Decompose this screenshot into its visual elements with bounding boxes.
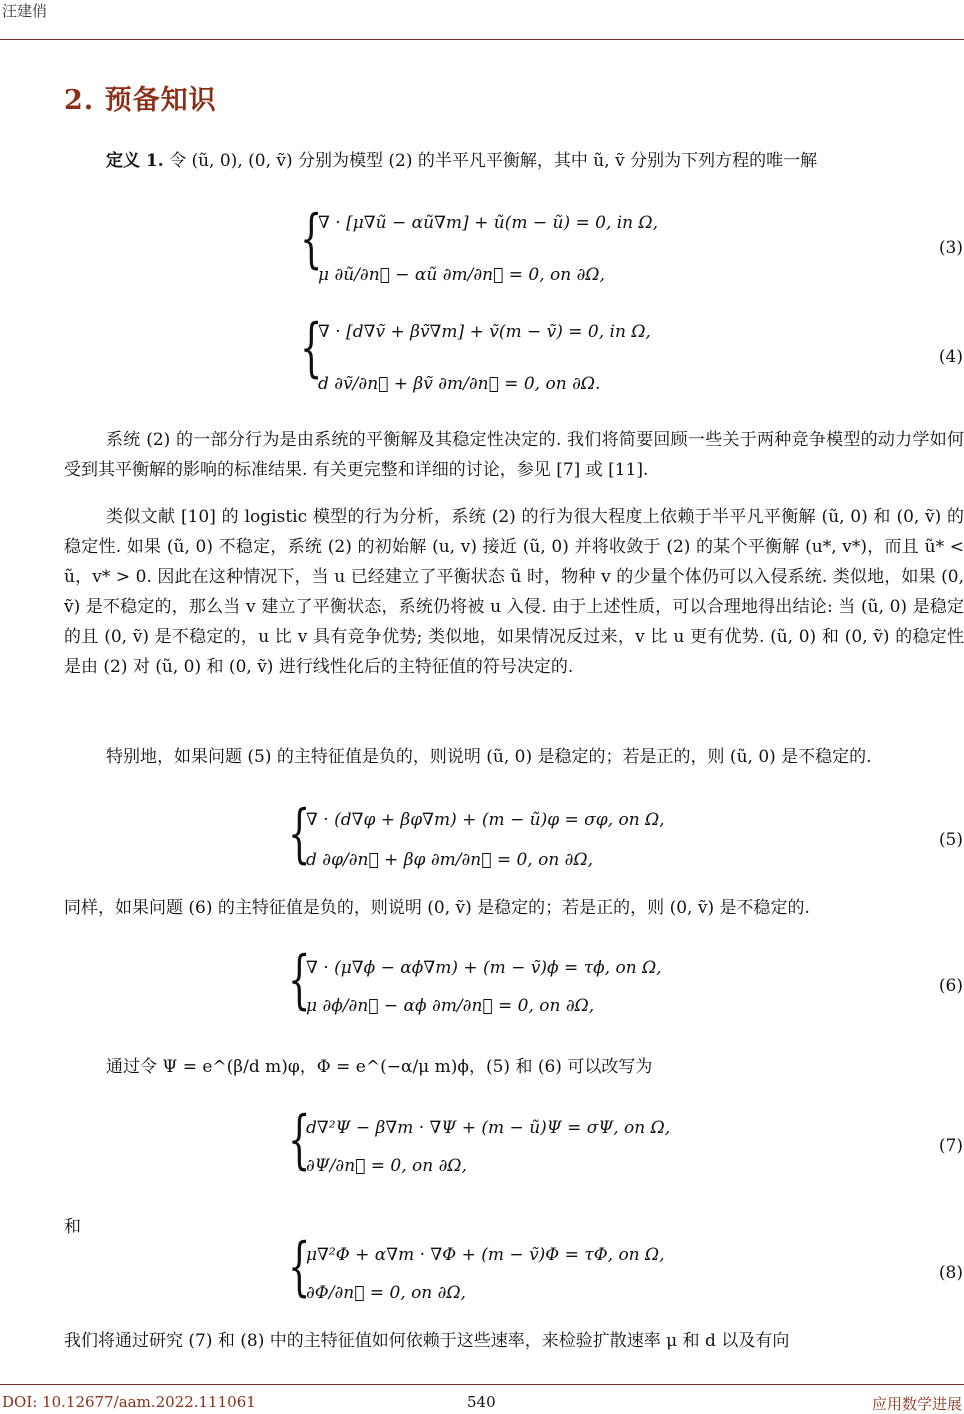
equation-8 bbox=[288, 1230, 964, 1317]
paragraph-7: 我们将通过研究 (7) 和 (8) 中的主特征值如何依赖于这些速率，来检验扩散速率 μ 和 d 以及有向 bbox=[64, 1331, 790, 1351]
page-number: 540 bbox=[467, 1393, 496, 1411]
equation-7 bbox=[288, 1103, 964, 1190]
footer-doi: DOI: 10.12677/aam.2022.111061 bbox=[2, 1393, 256, 1411]
equation-5 bbox=[288, 797, 964, 884]
equation-brace: { bbox=[288, 1103, 311, 1177]
paragraph-2: 类似文献 [10] 的 logistic 模型的行为分析，系统 (2) 的行为很大程度上依赖于半平凡平衡解 (ũ, 0) 和 (0, ṽ) 的稳定性. 如果 (ũ, 0) 不稳定，系统 (2) 的初始解 (u, v) 接近 (ũ, 0) 并将收敛于 (2) 的某个平衡解 (u*, v*)，而且 ũ* < ũ，v* > 0. 因此在这种情况下，当 u 已经建立了平衡状态 ũ 时，物种 v 的少量个体仍可以入侵系统. 类似地，如果 (0, ṽ) 是不稳定的，那么当 v 建立了平衡状态，系统仍将被 u 入侵. 由于上述性质，可以合理地得出结论: 当 (ũ, 0) 是稳定的且 (0, ṽ) 是不稳定的，u 比 v 具有竞争优势; 类似地，如果情况反过来，v 比 u 更有优势. (ũ, 0) 和 (0, ṽ) 的稳定性是由 (2) 对 (ũ, 0) 和 (0, ṽ) 进行线性化后的主特征值的符号决定的. bbox=[64, 507, 964, 677]
paragraph-3: 特别地，如果问题 (5) 的主特征值是负的，则说明 (ũ, 0) 是稳定的；若是正的，则 (ũ, 0) 是不稳定的. bbox=[106, 747, 872, 767]
equation-7-number: (7) bbox=[938, 1136, 963, 1156]
paragraph-6: 和 bbox=[64, 1217, 81, 1237]
equation-3-number: (3) bbox=[938, 238, 963, 258]
equation-5-line-2: d ∂φ/∂n⃗ + βφ ∂m/∂n⃗ = 0, on ∂Ω, bbox=[306, 850, 593, 870]
equation-8-line-1: μ∇²Φ + α∇m · ∇Φ + (m − ṽ)Φ = τΦ, on Ω, bbox=[306, 1245, 665, 1265]
equation-7-line-1: d∇²Ψ − β∇m · ∇Ψ + (m − ũ)Ψ = σΨ, on Ω, bbox=[306, 1118, 671, 1138]
equation-brace: { bbox=[300, 202, 323, 276]
equation-brace: { bbox=[288, 797, 311, 871]
equation-6-line-2: μ ∂ϕ/∂n⃗ − αϕ ∂m/∂n⃗ = 0, on ∂Ω, bbox=[306, 996, 595, 1016]
header-divider bbox=[0, 39, 964, 40]
equation-6-line-1: ∇ · (μ∇ϕ − αϕ∇m) + (m − ṽ)ϕ = τϕ, on Ω, bbox=[306, 958, 662, 978]
definition-paragraph bbox=[64, 146, 964, 176]
footer-journal-name: 应用数学进展 bbox=[871, 1395, 962, 1413]
definition-text: 令 (ũ, 0), (0, ṽ) 分别为模型 (2) 的半平凡平衡解，其中 ũ, ṽ 分别为下列方程的唯一解 bbox=[163, 151, 818, 171]
equation-brace: { bbox=[288, 943, 311, 1017]
equation-4-line-2: d ∂ṽ/∂n⃗ + βṽ ∂m/∂n⃗ = 0, on ∂Ω. bbox=[318, 374, 601, 394]
equation-6-number: (6) bbox=[938, 976, 963, 996]
equation-brace: { bbox=[288, 1230, 311, 1304]
running-header-author: 汪建俏 bbox=[2, 2, 48, 20]
section-title: 2. 预备知识 bbox=[64, 85, 217, 116]
equation-5-number: (5) bbox=[938, 830, 963, 850]
paragraph-5: 通过令 Ψ = e^(β/d m)φ，Φ = e^(−α/μ m)ϕ，(5) 和 (6) 可以改写为 bbox=[106, 1057, 653, 1077]
equation-brace: { bbox=[300, 311, 323, 385]
equation-7-line-2: ∂Ψ/∂n⃗ = 0, on ∂Ω, bbox=[306, 1156, 467, 1176]
footer-divider bbox=[0, 1384, 964, 1385]
paragraph-4: 同样，如果问题 (6) 的主特征值是负的，则说明 (0, ṽ) 是稳定的；若是正的，则 (0, ṽ) 是不稳定的. bbox=[64, 898, 810, 918]
equation-4-number: (4) bbox=[938, 347, 963, 367]
equation-3 bbox=[300, 202, 964, 295]
equation-3-line-2: μ ∂ũ/∂n⃗ − αũ ∂m/∂n⃗ = 0, on ∂Ω, bbox=[318, 265, 605, 285]
equation-4-line-1: ∇ · [d∇ṽ + βṽ∇m] + ṽ(m − ṽ) = 0, in Ω, bbox=[318, 322, 651, 342]
paragraph-1: 系统 (2) 的一部分行为是由系统的平衡解及其稳定性决定的. 我们将简要回顾一些关于两种竞争模型的动力学如何受到其平衡解的影响的标准结果. 有关更完整和详细的讨论，参见 [7] 或 [11]. bbox=[64, 430, 964, 480]
equation-3-line-1: ∇ · [μ∇ũ − αũ∇m] + ũ(m − ũ) = 0, in Ω, bbox=[318, 213, 659, 233]
equation-8-number: (8) bbox=[938, 1263, 963, 1283]
equation-5-line-1: ∇ · (d∇φ + βφ∇m) + (m − ũ)φ = σφ, on Ω, bbox=[306, 810, 665, 830]
equation-8-line-2: ∂Φ/∂n⃗ = 0, on ∂Ω, bbox=[306, 1283, 466, 1303]
equation-6 bbox=[288, 943, 964, 1030]
definition-label: 定义 1. bbox=[106, 151, 164, 171]
equation-4 bbox=[300, 311, 964, 404]
